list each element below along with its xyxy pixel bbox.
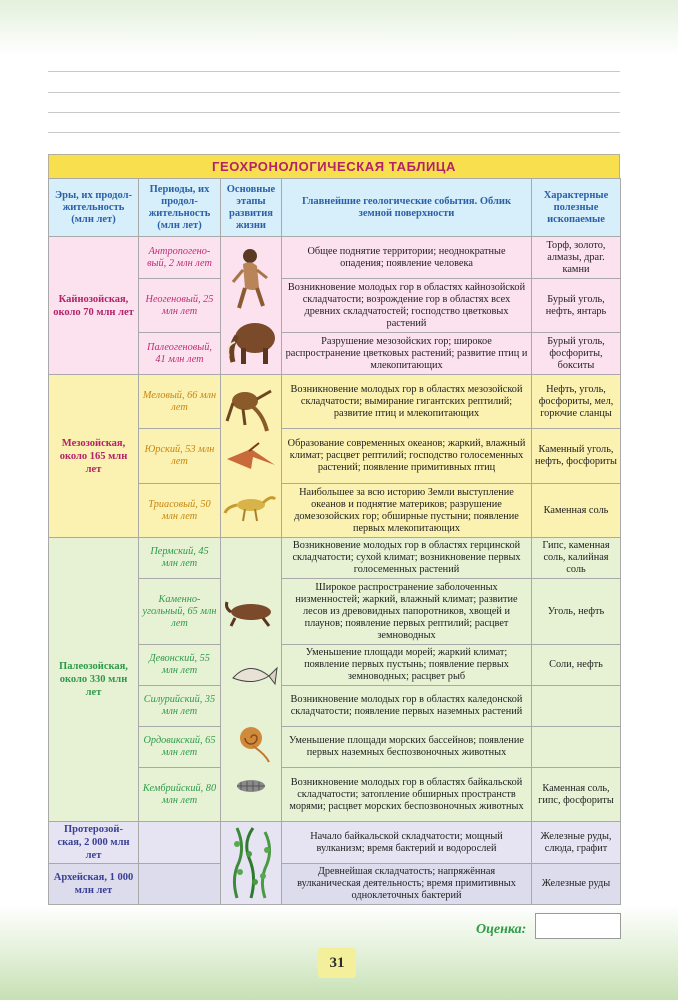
era-cenozoic: Кайнозойская, около 70 млн лет xyxy=(49,237,139,375)
minerals-jurassic: Каменный уголь, нефть, фосфориты xyxy=(532,429,621,484)
event-anthropogene: Общее поднятие территории; неоднократные опадения; появление человека xyxy=(282,237,532,279)
grade-input-box[interactable] xyxy=(535,913,621,939)
period-devonian: Девонский, 55 млн лет xyxy=(139,645,221,686)
cenozoic-life-illustration xyxy=(221,237,282,375)
header-row xyxy=(49,179,621,237)
minerals-carboniferous: Уголь, нефть xyxy=(532,579,621,645)
header-eras: Эры, их продол- жительность (млн лет) xyxy=(49,179,139,237)
dinosaur-pterosaur-icon xyxy=(223,381,279,531)
event-cretaceous: Возникновение молодых гор в областях мезозойской складчатости; вымирание гигантских рептилий; развитие птиц и млекопитающих xyxy=(282,375,532,429)
event-cambrian: Возникновение молодых гор в областях байкальской складчатости; затопление обширных пространств морями; расцвет морских беспозвоночных животных xyxy=(282,768,532,822)
mesozoic-life-illustration xyxy=(221,375,282,538)
period-archean-empty xyxy=(139,864,221,905)
table-row xyxy=(49,864,621,905)
geo-table xyxy=(48,178,621,905)
paleozoic-life-illustration xyxy=(221,538,282,822)
header-events: Главнейшие геологические события. Облик земной поверхности xyxy=(282,179,532,237)
period-neogene: Неогеновый, 25 млн лет xyxy=(139,279,221,333)
geochronological-table xyxy=(48,154,620,905)
grade-label: Оценка: xyxy=(476,922,527,937)
header-periods: Периоды, их продол- жительность (млн лет) xyxy=(139,179,221,237)
amphibian-fish-trilobite-icon xyxy=(223,550,279,810)
event-permian: Возникновение молодых гор в областях герцинской складчатости; сухой климат; возникновение первых голосеменных растений xyxy=(282,538,532,579)
event-neogene: Возникновение молодых гор в областях кайнозойской складчатости; возрождение гор в областях всех древних складчатостей; господство цветковых растений xyxy=(282,279,532,333)
era-paleozoic: Палеозойская, около 330 млн лет xyxy=(49,538,139,822)
minerals-cretaceous: Нефть, уголь, фосфориты, мел, горючие сланцы xyxy=(532,375,621,429)
period-ordovician: Ордовикский, 65 млн лет xyxy=(139,727,221,768)
minerals-permian: Гипс, каменная соль, калийная соль xyxy=(532,538,621,579)
period-proterozoic-empty xyxy=(139,822,221,864)
event-silurian: Возникновение молодых гор в областях каледонской складчатости; появление первых наземных растений xyxy=(282,686,532,727)
event-devonian: Уменьшение площади морей; жаркий климат; появление первых пустынь; появление первых земноводных; расцвет рыб xyxy=(282,645,532,686)
page-number: 31 xyxy=(318,948,356,978)
header-minerals: Характерные полезные ископаемые xyxy=(532,179,621,237)
period-cambrian: Кембрийский, 80 млн лет xyxy=(139,768,221,822)
period-carboniferous: Каменно- угольный, 65 млн лет xyxy=(139,579,221,645)
event-carboniferous: Широкое распространение заболоченных низменностей; жаркий, влажный климат; развитие лесов из древовидных папоротников, хвощей и плаунов; появление первых рептилий; расцвет земноводных xyxy=(282,579,532,645)
period-silurian: Силурийский, 35 млн лет xyxy=(139,686,221,727)
period-anthropogene: Антропогено- вый, 2 млн лет xyxy=(139,237,221,279)
table-row xyxy=(49,822,621,864)
table-row xyxy=(49,538,621,579)
minerals-neogene: Бурый уголь, нефть, янтарь xyxy=(532,279,621,333)
period-jurassic: Юрский, 53 млн лет xyxy=(139,429,221,484)
writing-line-3 xyxy=(48,112,620,113)
precambrian-life-illustration xyxy=(221,822,282,905)
minerals-cambrian: Каменная соль, гипс, фосфориты xyxy=(532,768,621,822)
event-archean: Древнейшая складчатость; напряжённая вулканическая деятельность; время примитивных одноклеточных бактерий xyxy=(282,864,532,905)
era-mesozoic: Мезозойская, около 165 млн лет xyxy=(49,375,139,538)
minerals-proterozoic: Железные руды, слюда, графит xyxy=(532,822,621,864)
period-triassic: Триасовый, 50 млн лет xyxy=(139,484,221,538)
human-mammoth-icon xyxy=(223,242,279,370)
table-title: ГЕОХРОНОЛОГИЧЕСКАЯ ТАБЛИЦА xyxy=(48,154,620,178)
era-proterozoic: Протерозой- ская, 2 000 млн лет xyxy=(49,822,139,864)
event-proterozoic: Начало байкальской складчатости; мощный вулканизм; время бактерий и водорослей xyxy=(282,822,532,864)
minerals-triassic: Каменная соль xyxy=(532,484,621,538)
table-row xyxy=(49,237,621,279)
period-cretaceous: Меловый, 66 млн лет xyxy=(139,375,221,429)
era-archean: Архейская, 1 000 млн лет xyxy=(49,864,139,905)
table-row xyxy=(49,375,621,429)
event-ordovician: Уменьшение площади морских бассейнов; появление первых наземных беспозвоночных животных xyxy=(282,727,532,768)
minerals-anthropogene: Торф, золото, алмазы, драг. камни xyxy=(532,237,621,279)
period-permian: Пермский, 45 млн лет xyxy=(139,538,221,579)
minerals-ordovician xyxy=(532,727,621,768)
minerals-archean: Железные руды xyxy=(532,864,621,905)
minerals-paleogene: Бурый уголь, фосфориты, бокситы xyxy=(532,333,621,375)
algae-icon xyxy=(223,824,279,902)
writing-line-2 xyxy=(48,92,620,93)
event-triassic: Наибольшее за всю историю Земли выступление океанов и поднятие материков; разрушение домезозойских гор; обширные пустыни; появление первых млекопитающих xyxy=(282,484,532,538)
minerals-devonian: Соли, нефть xyxy=(532,645,621,686)
writing-line-1 xyxy=(48,71,620,72)
header-stages: Основные этапы развития жизни xyxy=(221,179,282,237)
writing-line-4 xyxy=(48,132,620,133)
event-jurassic: Образование современных океанов; жаркий, влажный климат; расцвет рептилий; господство голосеменных растений; появление примитивных птиц xyxy=(282,429,532,484)
period-paleogene: Палеогеновый, 41 млн лет xyxy=(139,333,221,375)
minerals-silurian xyxy=(532,686,621,727)
event-paleogene: Разрушение мезозойских гор; широкое распространение цветковых растений; развитие птиц и млекопитающих xyxy=(282,333,532,375)
